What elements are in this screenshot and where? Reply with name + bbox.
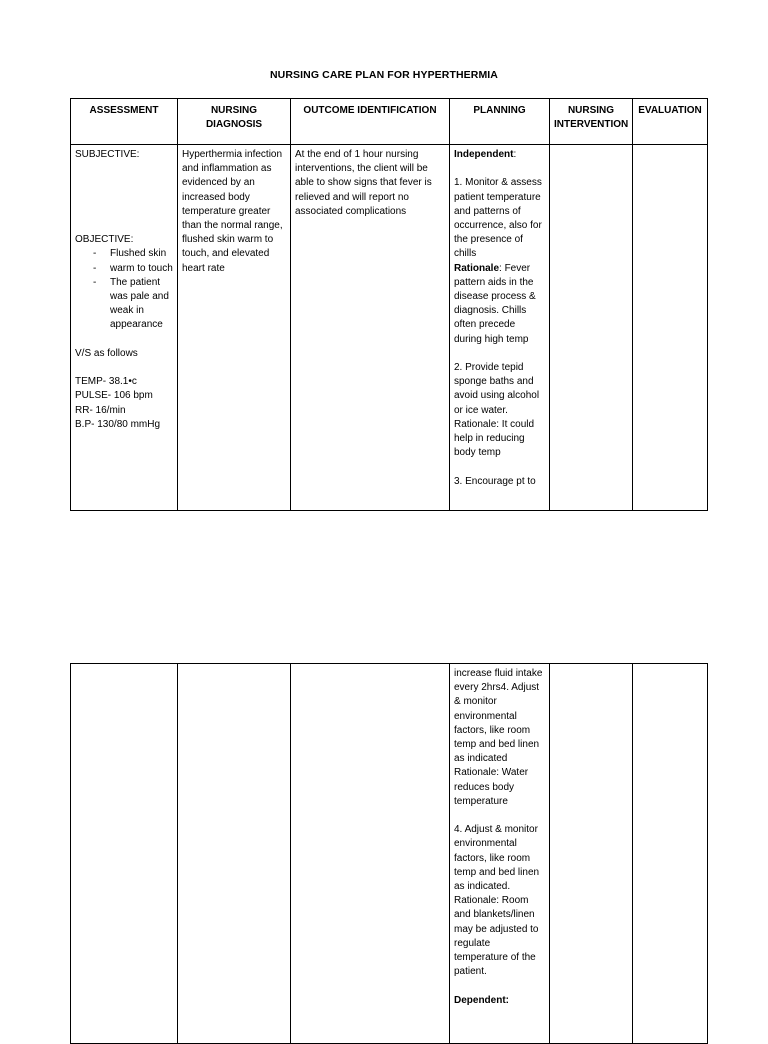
header-nursing-diagnosis: NURSING DIAGNOSIS <box>178 99 291 145</box>
rationale-3: Rationale: Water reduces body temperature <box>454 767 529 807</box>
care-plan-table-page-1 <box>70 98 708 511</box>
planning-item-2: 2. Provide tepid sponge baths and avoid using alcohol or ice water. <box>454 362 540 416</box>
dependent-label: Dependent: <box>454 994 509 1006</box>
list-item: - warm to touch <box>75 262 173 276</box>
vital-bp: B.P- 130/80 mmHg <box>75 418 161 430</box>
assessment-cell <box>71 145 178 511</box>
nursing-diagnosis-cell <box>178 145 291 511</box>
header-nursing-intervention: NURSING INTERVENTION <box>550 99 633 145</box>
nursing-diagnosis-cell <box>178 664 291 1044</box>
planning-cell <box>450 145 550 511</box>
planning-cell <box>450 664 550 1044</box>
table-row <box>71 145 708 511</box>
header-outcome-identification: OUTCOME IDENTIFICATION <box>291 99 450 145</box>
outcome-cell <box>291 145 450 511</box>
list-item: - The patient was pale and weak in appearance <box>75 276 173 333</box>
planning-item-1: 1. Monitor & assess patient temperature and patterns of occurrence, also for the presence of chills <box>454 177 542 260</box>
objective-label: OBJECTIVE: <box>75 234 134 246</box>
header-assessment: ASSESSMENT <box>71 99 178 145</box>
table-row <box>71 664 708 1044</box>
subjective-label: SUBJECTIVE: <box>75 149 140 160</box>
rationale-1-text: : Fever pattern aids in the disease process & diagnosis. Chills often precede during high temp <box>454 262 536 345</box>
header-planning: PLANNING <box>450 99 550 145</box>
rationale-4: Rationale: Room and blankets/linen may be adjusted to regulate temperature of the patient. <box>454 895 539 978</box>
vital-rr: RR- 16/min <box>75 404 126 416</box>
planning-item-4: 4. Adjust & monitor environmental factors, like room temp and bed linen as indicated. <box>454 824 540 893</box>
outcome-cell <box>291 664 450 1044</box>
planning-item-3-continued: increase fluid intake every 2hrs4. Adjust & monitor environmental factors, like room temp and bed linen as indicated <box>454 668 543 765</box>
outcome-text: At the end of 1 hour nursing interventions, the client will be able to show signs that fever is relieved and will report no associated complications <box>295 149 432 217</box>
list-item: - Flushed skin <box>75 247 173 261</box>
evaluation-cell <box>633 664 708 1044</box>
nursing-intervention-cell <box>550 145 633 511</box>
evaluation-cell <box>633 145 708 511</box>
nursing-intervention-cell <box>550 664 633 1044</box>
assessment-cell <box>71 664 178 1044</box>
vital-pulse: PULSE- 106 bpm <box>75 390 153 402</box>
objective-list <box>75 247 173 332</box>
care-plan-table-page-2 <box>70 663 708 1044</box>
document-title: NURSING CARE PLAN FOR HYPERTHERMIA <box>270 69 498 81</box>
rationale-1-label: Rationale <box>454 262 500 274</box>
header-evaluation: EVALUATION <box>633 99 708 145</box>
header-row <box>71 99 708 145</box>
diagnosis-text: Hyperthermia infection and inflammation as evidenced by an increased body temperature greater than the normal range, flushed skin warm to touch, and elevated heart rate <box>182 149 283 274</box>
vital-signs-label: V/S as follows <box>75 347 138 359</box>
independent-label: Independent <box>454 149 514 160</box>
planning-item-3-start: 3. Encourage pt to <box>454 475 536 487</box>
rationale-2: Rationale: It could help in reducing body temp <box>454 418 535 459</box>
independent-colon: : <box>513 149 517 160</box>
vital-temp: TEMP- 38.1•c <box>75 376 137 388</box>
